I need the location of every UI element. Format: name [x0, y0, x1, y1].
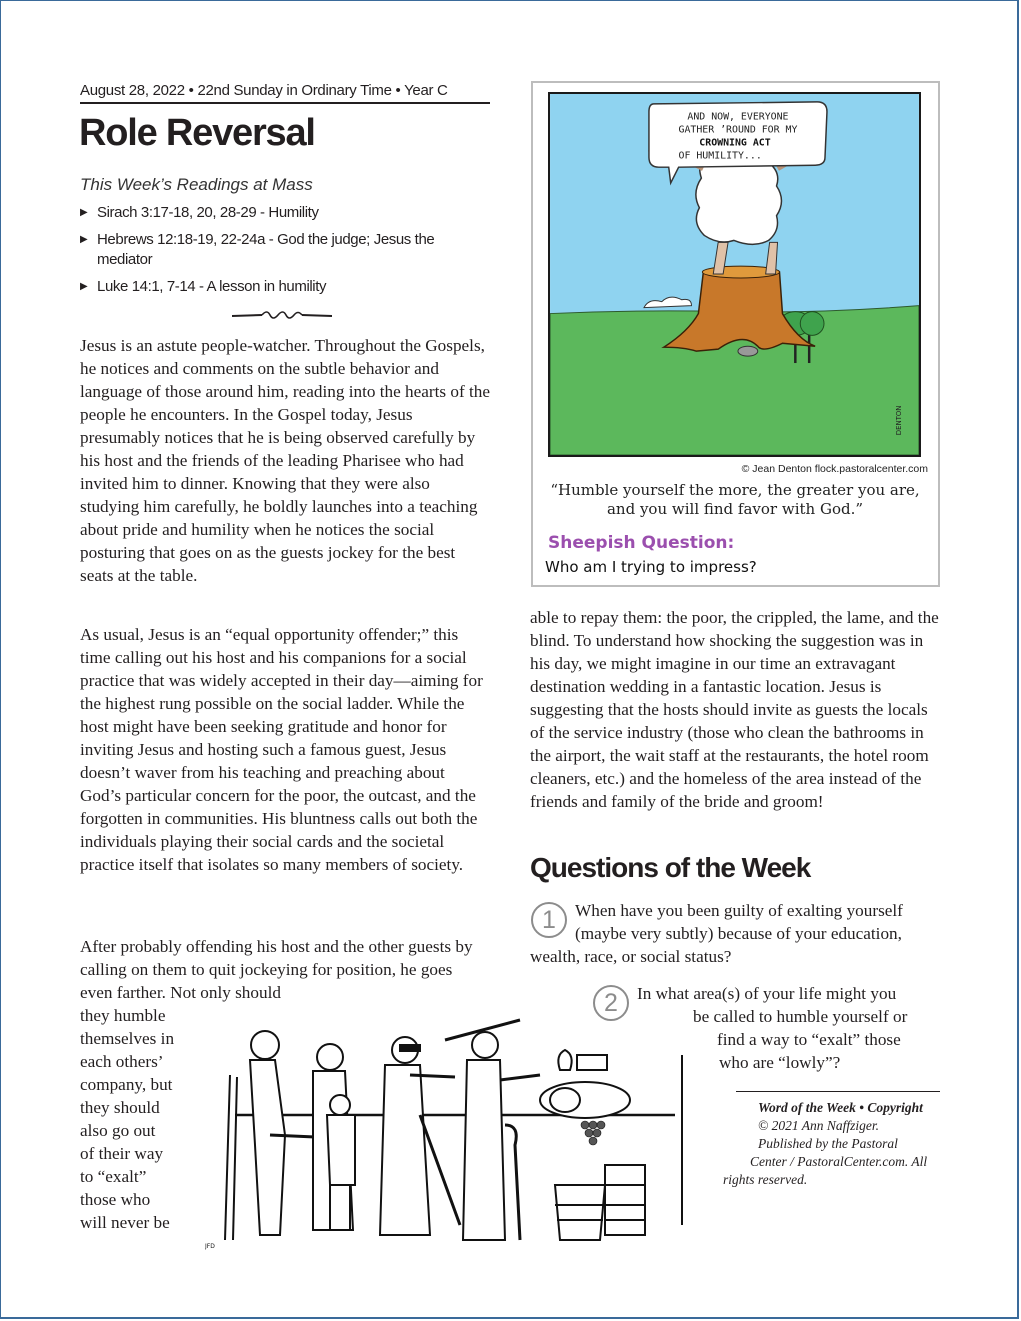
text-line: will never be [80, 1213, 170, 1232]
questions-heading: Questions of the Week [530, 852, 811, 883]
speech-line: OF HUMILITY... [678, 150, 762, 162]
paragraph-4: able to repay them: the poor, the crippled, the lame, and the blind. To understand how shocking the suggestion was in his day, we might imagine in our time an extravagant destination wedding in a fantastic location. Jesus is suggesting that the hosts should invite as guests the locals of the service industry (those who clean the bathrooms in the airport, the wait staff at the restaurants, the hotel room cleaners, etc.) and the homeless of the area instead of the friends and family of the bride and groom! [530, 608, 939, 811]
triangle-bullet-icon: ▶ [80, 234, 88, 245]
text-line: each others’ [80, 1052, 164, 1071]
cartoon-quote: “Humble yourself the more, the greater you are, and you will find favor with God.” [550, 481, 920, 518]
text-line: themselves in [80, 1029, 175, 1048]
question-2-line: find a way to “exalt” those [717, 1030, 901, 1049]
copyright-rule [736, 1091, 940, 1092]
vertical-divider [681, 1055, 683, 1225]
question-2-line: who are “lowly”? [719, 1053, 841, 1072]
copyright-line: rights reserved. [723, 1172, 808, 1187]
question-2-line: In what area(s) of your life might you [637, 984, 897, 1003]
readings-heading: This Week’s Readings at Mass [80, 175, 313, 194]
question-number-2-icon: 2 [593, 985, 629, 1021]
text-line: also go out [80, 1121, 156, 1140]
copyright-line: Center / PastoralCenter.com. All [750, 1154, 928, 1169]
question-1-line: When have you been guilty of exalting yourself [575, 901, 903, 920]
reading-item [80, 230, 490, 270]
banquet-illustration [205, 1015, 705, 1250]
page-title: Role Reversal [79, 112, 315, 154]
question-2-line: be called to humble yourself or [693, 1007, 908, 1026]
text-line: they should [80, 1098, 160, 1117]
reading-label: Luke 14:1, 7-14 - A lesson in humility [97, 278, 327, 295]
text-line: company, but [80, 1075, 173, 1094]
sheepish-question-title: Sheepish Question: [548, 533, 735, 553]
copyright-line: © 2021 Ann Naffziger. [758, 1118, 880, 1133]
dateline: August 28, 2022 • 22nd Sunday in Ordinary Time • Year C [80, 82, 490, 104]
text-line: to “exalt” [80, 1167, 147, 1186]
paragraph-3: After probably offending his host and the other guests by calling on them to quit jockeying for position, he goes even farther. Not only should [80, 937, 473, 1002]
reading-item [80, 277, 490, 297]
paragraph-3-wrap [80, 1004, 195, 1234]
question-1-line: wealth, race, or social status? [530, 947, 732, 966]
text-line: of their way [80, 1144, 164, 1163]
person-head [251, 1031, 279, 1059]
readings-list [80, 203, 490, 304]
question-number-1-icon: 1 [531, 902, 567, 938]
speech-line: CROWNING ACT [699, 137, 771, 149]
speech-line: AND NOW, EVERYONE [687, 111, 789, 123]
triangle-bullet-icon: ▶ [80, 281, 88, 292]
question-1-line: (maybe very subtly) because of your education, [575, 924, 902, 943]
reading-label: Sirach 3:17-18, 20, 28-29 - Humility [97, 204, 319, 221]
sheepish-question-text: Who am I trying to impress? [545, 558, 757, 576]
copyright-line: Published by the Pastoral [758, 1136, 898, 1151]
cartoon-credit: © Jean Denton flock.pastoralcenter.com [741, 463, 928, 475]
copyright-line: Word of the Week • Copyright [758, 1100, 923, 1115]
cartoon-signature: DENTON [895, 405, 904, 436]
illustration-signature: JFD [205, 1243, 215, 1250]
ornament-divider-icon [232, 308, 332, 322]
sheep-cartoon [548, 92, 921, 457]
paragraph-2: As usual, Jesus is an “equal opportunity offender;” this time calling out his host and his companions for a social practice that was widely accepted in their day—aiming for the highest rung possible on the social ladder. While the host might have been seeking gratitude and honor for inviting Jesus and hosting such a famous guest, Jesus doesn’t waver from his teaching and preaching about God’s particular concern for the poor, the outcast, and the forgotten in communities. His bluntness calls out both the individuals playing their social cards and the societal practice itself that isolates so many members of society. [80, 625, 483, 874]
speech-line: GATHER ’ROUND FOR MY [678, 124, 798, 136]
text-line: they humble [80, 1006, 166, 1025]
text-line: those who [80, 1190, 151, 1209]
paragraph-1: Jesus is an astute people-watcher. Throughout the Gospels, he notices and comments on the subtle behavior and language of those around him, reading into the hearts of the people he encounters. In the Gospel today, Jesus presumably notices that he is being observed carefully by his host and the friends of the leading Pharisee who had invited him to dinner. Knowing that they were also studying him carefully, he boldly launches into a teaching about pride and humility when he notices the social posturing that goes on as the guests jockey for the best seats at the table. [80, 336, 490, 585]
reading-item [80, 203, 490, 223]
reading-label: Hebrews 12:18-19, 22-24a - God the judge; Jesus the mediator [97, 231, 435, 268]
triangle-bullet-icon: ▶ [80, 207, 88, 218]
